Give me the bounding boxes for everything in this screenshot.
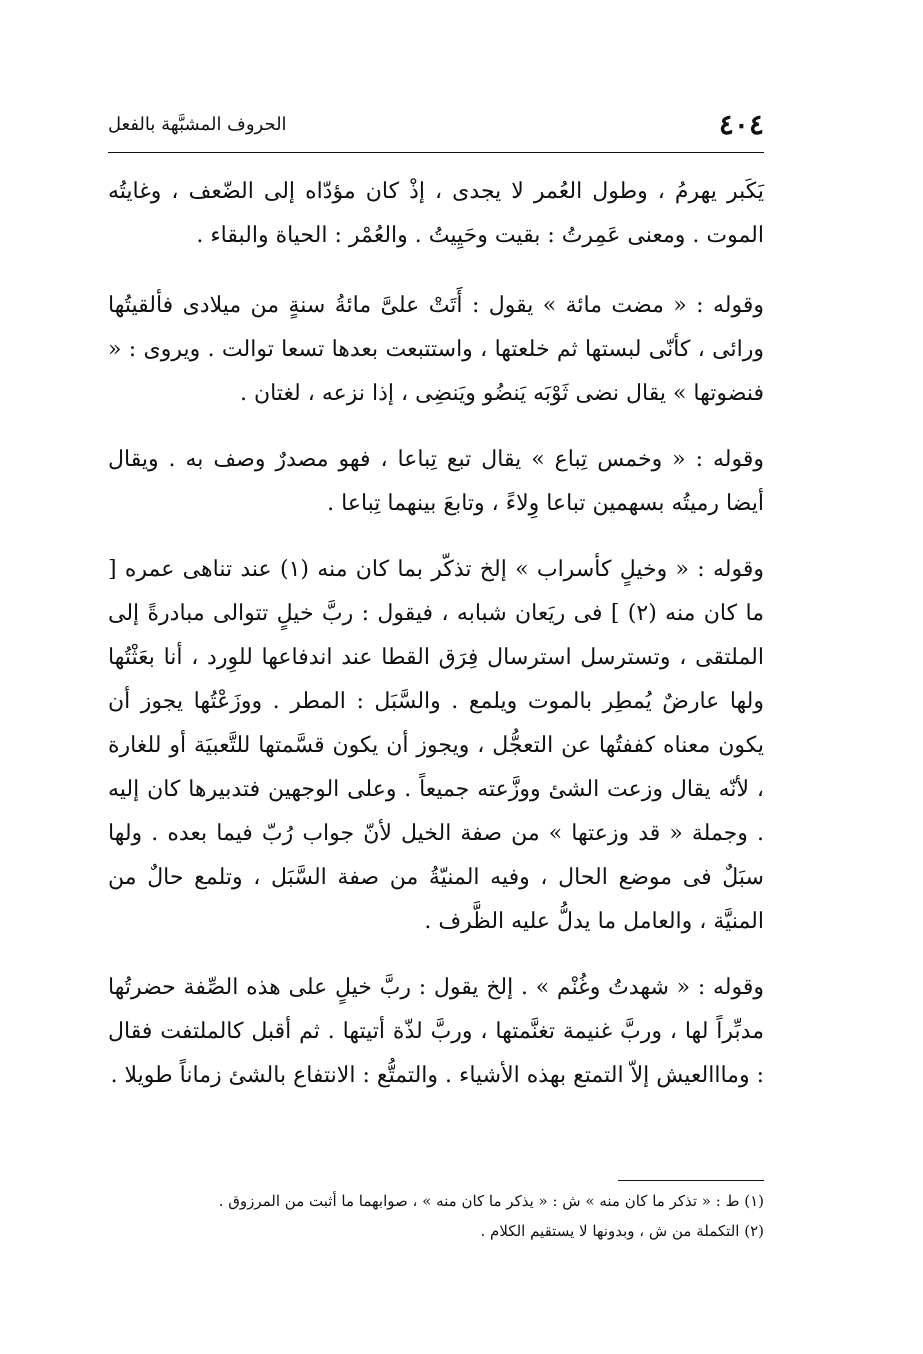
footnote-rule (618, 1180, 764, 1181)
footnote-1: (١) ط : « تذكر ما كان منه » ش : « يذكر ما كان منه » ، صوابهما ما أثبت من المرزوق . (218, 1192, 764, 1210)
paragraph-3: وقوله : « وخمس تِباع » يقال تبع تِباعا ، فهو مصدرٌ وصف به . ويقال أيضا رميتُه بسهمين تباعا وِلاءً ، وتابعَ بينهما تِباعا . (108, 447, 764, 516)
running-title: الحروف المشبَّهة بالفعل (108, 114, 287, 135)
footnote-2: (٢) التكملة من ش ، وبدونها لا يستقيم الكلام . (480, 1222, 764, 1240)
page-number: ٤٠٤ (718, 108, 764, 141)
body-text (108, 170, 764, 1120)
paragraph-2: وقوله : « مضت مائة » يقول : أَتَتْ علىَّ مائةُ سنةٍ من ميلادى فألقيتُها ورائى ، كأنّى لبستها ثم خلعتها ، واستتبعت بعدها تسعا توالت . ويروى : « فنضوتها » يقال نضى ثَوْبَه يَنضُو ويَنضِى ، إذا نزعه ، لغتان . (108, 293, 764, 406)
header-rule (108, 152, 764, 153)
paragraph-5: وقوله : « شهدتُ وغُنْم » . إلخ يقول : ربَّ خيلٍ على هذه الصِّفة حضرتُها مدبِّراً لها ، وربَّ غنيمة تغنَّمتها ، وربَّ لذّة أتيتها . ثم أقبل كالملتفت فقال : ومااالعيش إلاّ التمتع بهذه الأشياء . والتمتُّع : الانتفاع بالشئ زماناً طويلا . (108, 975, 764, 1088)
page-header (108, 108, 764, 148)
footnotes (108, 1186, 764, 1246)
paragraph-1: يَكَبر يهرمُ ، وطول العُمر لا يجدى ، إذْ كان مؤدّاه إلى الضّعف ، وغايتُه الموت . ومعنى عَمِرتُ : بقيت وحَيِيتُ . والعُمْر : الحياة والبقاء . (108, 179, 764, 248)
paragraph-4: وقوله : « وخيلٍ كأسراب » إلخ تذكّر بما كان منه (١) عند تناهى عمره [ ما كان منه (٢) ] فى ريَعان شبابه ، فيقول : ربَّ خيلٍ تتوالى مبادرةً إلى الملتقى ، وتسترسل استرسال فِرَق القطا عند اندفاعها للوِرد ، أنا بعَثْتُها ولها عارضٌ يُمطِر بالموت ويلمع . والسَّبَل : المطر . ووزَعْتُها يجوز أن يكون معناه كففتُها عن التعجُّل ، ويجوز أن يكون قسَّمتها للتَّعبيَة أو للغارة ، لأنّه يقال وزعت الشئ ووزَّعته جميعاً . وعلى الوجهين فتدبيرها كان إليه . وجملة « قد وزعتها » من صفة الخيل لأنّ جواب رُبّ فيما بعده . ولها سبَلٌ فى موضع الحال ، وفيه المنيّةُ من صفة السَّبَل ، وتلمع حالٌ من المنيَّة ، والعامل ما يدلُّ عليه الظَّرف . (108, 557, 764, 934)
